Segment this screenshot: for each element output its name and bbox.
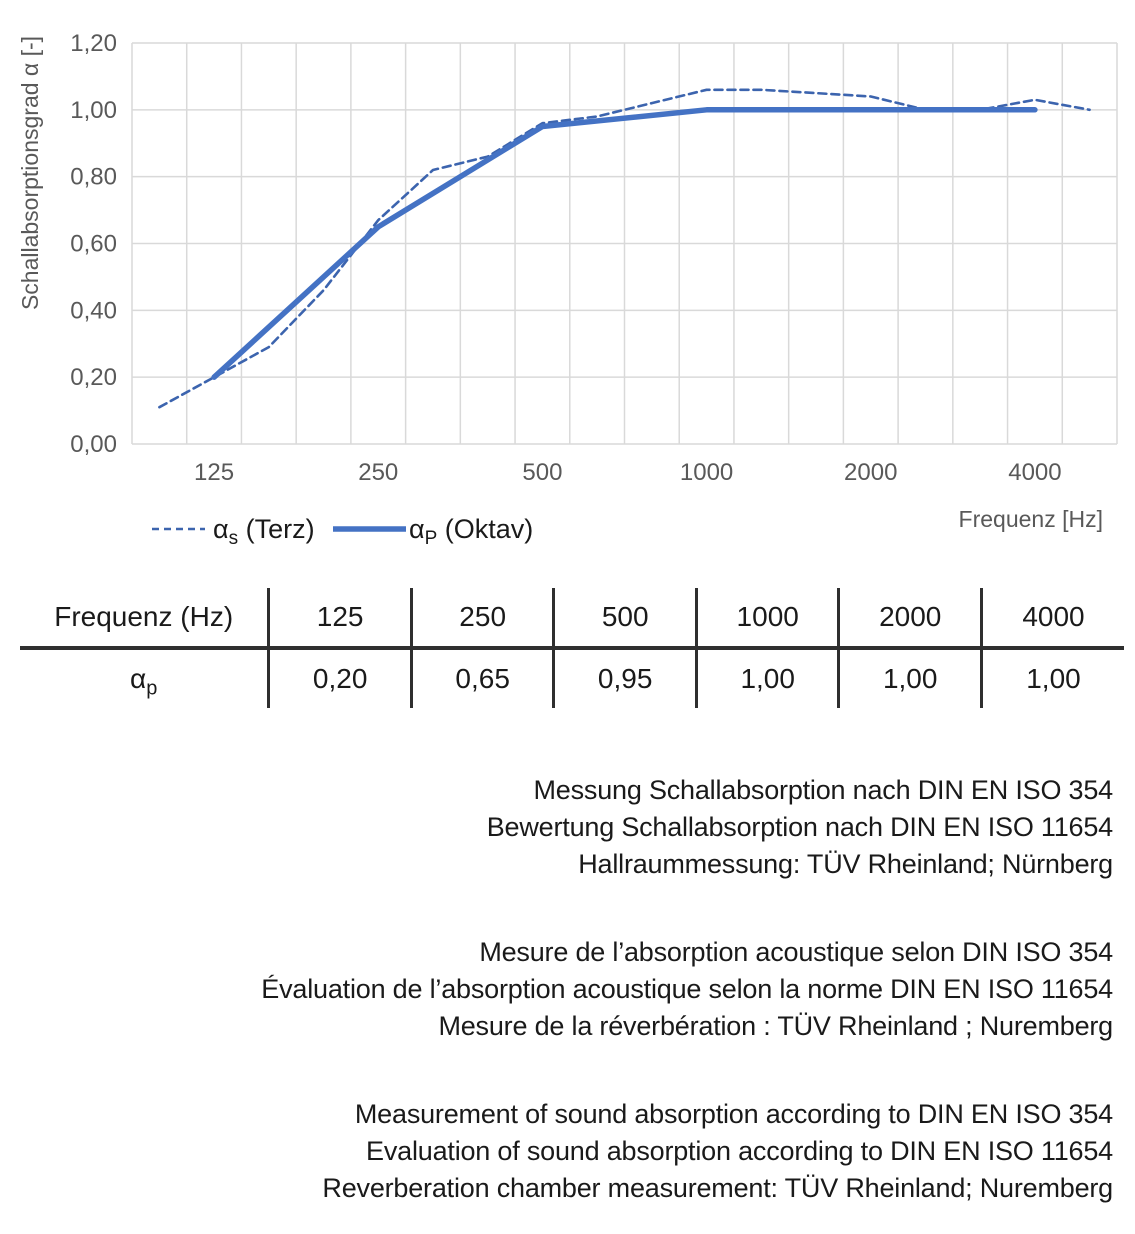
note-german-line3: Hallraummessung: TÜV Rheinland; Nürnberg [578,849,1113,879]
x-tick-label: 250 [358,459,399,486]
note-english-line2: Evaluation of sound absorption according to DIN EN ISO 11654 [366,1136,1113,1166]
note-german [13,772,1113,883]
table-row-label-alpha-p: $\alpha_p$ [130,663,158,700]
note-french-line3: Mesure de la réverbération : TÜV Rheinland ; Nuremberg [438,1011,1113,1041]
table-value-125: 0,20 [269,648,412,708]
table-value-1000: 1,00 [696,648,839,708]
y-tick-label: 1,00 [70,96,117,124]
note-french-line2: Évaluation de l’absorption acoustique selon la norme DIN EN ISO 11654 [261,974,1113,1004]
table-value-4000: 1,00 [981,648,1124,708]
table-header-row [20,588,1124,648]
table-header-2000: 2000 [839,588,982,648]
table-value-250: 0,65 [411,648,554,708]
x-tick-label: 125 [194,459,235,486]
y-tick-label: 0,80 [70,163,117,191]
absorption-chart [0,0,1135,560]
note-french [13,934,1113,1045]
note-german-line1: Messung Schallabsorption nach DIN EN ISO 354 [533,775,1113,805]
table-header-125: 125 [269,588,412,648]
note-english-line1: Measurement of sound absorption according to DIN EN ISO 354 [354,1099,1113,1129]
x-tick-label: 2000 [844,459,898,486]
table-header-1000: 1000 [696,588,839,648]
absorption-table [20,588,1124,708]
table-header-250: 250 [411,588,554,648]
x-tick-label: 500 [522,459,563,486]
y-tick-label: 1,20 [70,30,117,57]
table-value-row [20,648,1124,708]
x-tick-label: 1000 [679,459,734,486]
y-tick-label: 0,60 [70,230,117,258]
table-header-frequency: Frequenz (Hz) [20,588,269,648]
legend-terz-label: $\alpha_s$ (Terz) [213,514,315,549]
table-header-4000: 4000 [981,588,1124,648]
x-axis-title: Frequenz [Hz] [958,506,1103,532]
y-axis-title: Schallabsorptionsgrad α [-] [17,35,43,311]
note-french-line1: Mesure de l’absorption acoustique selon DIN ISO 354 [479,937,1113,967]
x-tick-label: 4000 [1008,459,1062,486]
table-header-500: 500 [554,588,697,648]
note-english [13,1096,1113,1207]
absorption-chart-svg [0,0,1135,560]
y-tick-label: 0,20 [70,364,117,392]
note-english-line3: Reverberation chamber measurement: TÜV Rheinland; Nuremberg [322,1173,1113,1203]
y-tick-label: 0,40 [70,297,117,325]
note-german-line2: Bewertung Schallabsorption nach DIN EN ISO 11654 [486,812,1113,842]
table-value-2000: 1,00 [839,648,982,708]
legend-oktav-label: $\alpha_P$ (Oktav) [409,514,534,549]
y-tick-label: 0,00 [70,431,117,458]
table-value-500: 0,95 [554,648,697,708]
